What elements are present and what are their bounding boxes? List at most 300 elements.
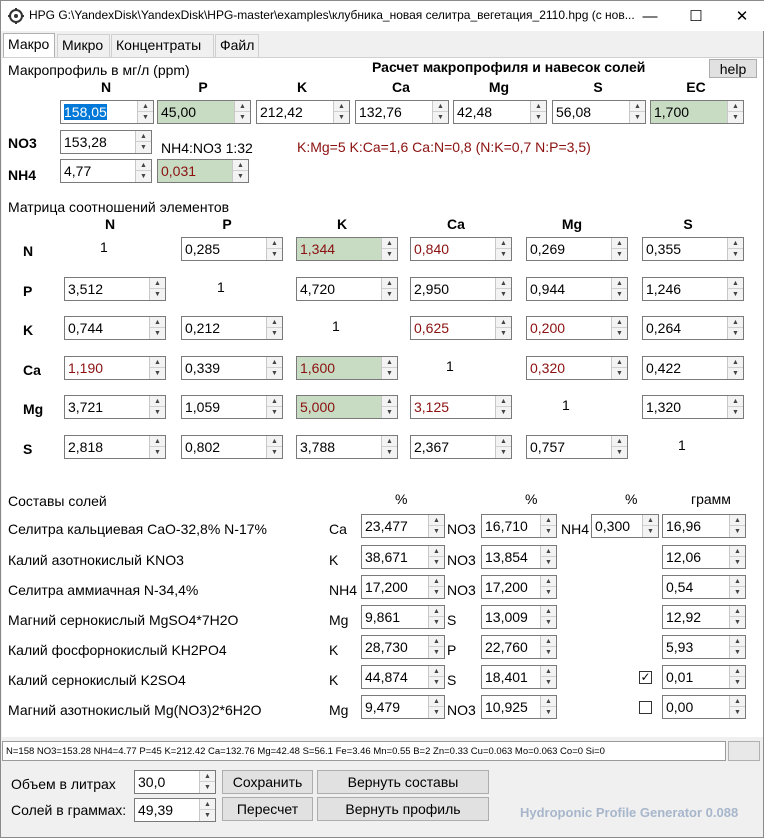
spin-up-icon[interactable]: ▲ [429, 636, 444, 647]
salt-element1-label: Mg [329, 702, 349, 718]
spin-down-icon[interactable]: ▼ [154, 330, 161, 337]
spin-down-icon[interactable]: ▼ [338, 114, 345, 121]
nh4-stepper[interactable]: ▲ ▼ [135, 160, 151, 182]
matrix-cell-s-mg-value: 0,757 [530, 439, 566, 455]
spin-up-icon[interactable]: ▲ [429, 546, 444, 557]
salt-element2-field-stepper[interactable] [540, 515, 556, 537]
window-title: HPG G:\YandexDisk\YandexDisk\HPG-master\examples\клубника_новая селитра_вегетация_2110.hpg (с нов... [29, 8, 635, 22]
macro-field-p[interactable] [157, 100, 251, 124]
matrix-cell-k-ca-stepper[interactable] [495, 317, 511, 339]
matrix-cell-ca-n-stepper[interactable] [149, 357, 165, 379]
matrix-cell-s-mg[interactable] [526, 435, 628, 459]
matrix-cell-p-mg[interactable] [526, 277, 628, 301]
spin-up-icon[interactable]: ▲ [730, 546, 745, 557]
matrix-cell-p-mg-stepper[interactable] [611, 278, 627, 300]
spin-up-icon[interactable]: ▲ [496, 396, 511, 407]
spin-down-icon[interactable]: ▼ [239, 114, 246, 121]
salt-element1-field[interactable] [361, 514, 445, 538]
matrix-cell-mg-n[interactable] [64, 395, 166, 419]
spin-down-icon[interactable]: ▼ [500, 251, 507, 258]
salt-grams-field-stepper[interactable] [729, 515, 745, 537]
spin-up-icon[interactable]: ▲ [433, 101, 448, 112]
spin-down-icon[interactable]: ▼ [616, 370, 623, 377]
macro-header-s: S [593, 79, 603, 95]
salt-element2-field[interactable] [481, 605, 557, 629]
salt-grams-field-value: 0,01 [666, 669, 694, 685]
macro-field-p-stepper[interactable] [234, 101, 250, 123]
spin-up-icon[interactable]: ▲ [334, 101, 349, 112]
salt-element1-label: NH4 [329, 582, 358, 598]
salt-element1-field[interactable] [361, 665, 445, 689]
salt-element1-label: K [329, 642, 339, 658]
spin-up-icon[interactable]: ▲ [382, 436, 397, 447]
tab-macro[interactable]: Макро [3, 33, 55, 58]
macro-field-n[interactable] [60, 100, 154, 124]
salt-element2-field-stepper[interactable] [540, 576, 556, 598]
spin-down-icon[interactable]: ▼ [634, 114, 641, 121]
matrix-cell-ca-n[interactable] [64, 356, 166, 380]
matrix-cell-mg-ca-stepper[interactable] [495, 396, 511, 418]
salt-element2-field-stepper[interactable] [540, 666, 556, 688]
spin-down-icon[interactable]: ▼ [433, 528, 440, 535]
spin-up-icon[interactable]: ▲ [496, 278, 511, 289]
salt-element2-field-stepper[interactable] [540, 606, 556, 628]
matrix-cell-p-n-stepper[interactable] [149, 278, 165, 300]
spin-up-icon[interactable]: ▲ [267, 317, 282, 328]
matrix-cell-n-ca[interactable] [410, 237, 512, 261]
salt-grams-field-stepper[interactable] [729, 546, 745, 568]
spin-down-icon[interactable]: ▼ [616, 330, 623, 337]
nh4-field[interactable]: 4,77 ▲ ▼ [60, 159, 152, 183]
spin-down-icon[interactable]: ▼ [433, 559, 440, 566]
nh4-ratio-stepper[interactable]: ▲ ▼ [232, 160, 248, 182]
matrix-cell-mg-s[interactable] [642, 395, 744, 419]
matrix-cell-s-p-stepper[interactable] [266, 436, 282, 458]
spin-down-icon[interactable]: ▼ [386, 409, 393, 416]
salt-element3-field-stepper[interactable] [642, 515, 658, 537]
salt-element1-field[interactable] [361, 635, 445, 659]
salt-element1-label: K [329, 552, 339, 568]
matrix-cell-s-k[interactable] [296, 435, 398, 459]
spin-up-icon[interactable]: ▲ [728, 278, 743, 289]
spin-down-icon[interactable]: ▼ [732, 251, 739, 258]
matrix-header-mg: Mg [561, 216, 583, 232]
matrix-cell-n-ca-value: 0,840 [414, 241, 450, 257]
salt-grams-field[interactable] [662, 635, 746, 659]
spin-up-icon[interactable]: ▲ [728, 101, 743, 112]
salt-element2-field[interactable] [481, 665, 557, 689]
spin-up-icon[interactable]: ▲ [382, 396, 397, 407]
macro-field-ca-stepper[interactable] [432, 101, 448, 123]
matrix-cell-ca-k[interactable] [296, 356, 398, 380]
spin-down-icon[interactable]: ▼ [545, 619, 552, 626]
salt-grams-field-stepper[interactable] [729, 636, 745, 658]
spin-up-icon[interactable]: ▲ [150, 278, 165, 289]
salt-element3-field-value: 0,300 [595, 518, 631, 534]
spin-up-icon[interactable]: ▲ [612, 436, 627, 447]
matrix-cell-s-k-stepper[interactable] [381, 436, 397, 458]
salt-grams-field[interactable] [662, 514, 746, 538]
app-icon [8, 8, 24, 24]
macro-field-n-stepper[interactable] [137, 101, 153, 123]
spin-up-icon[interactable]: ▲ [150, 396, 165, 407]
no3-field[interactable]: 153,28 ▲ ▼ [60, 130, 152, 154]
macro-field-ca[interactable] [355, 100, 449, 124]
spin-down-icon[interactable]: ▼ [271, 449, 278, 456]
spin-down-icon[interactable]: ▼ [433, 709, 440, 716]
spin-down-icon[interactable]: ▼ [433, 649, 440, 656]
spin-up-icon[interactable]: ▲ [728, 396, 743, 407]
spin-up-icon[interactable]: ▲ [730, 576, 745, 587]
matrix-cell-ca-p-stepper[interactable] [266, 357, 282, 379]
matrix-cell-s-ca[interactable] [410, 435, 512, 459]
spin-up-icon[interactable]: ▲ [382, 238, 397, 249]
spin-up-icon[interactable]: ▲ [150, 357, 165, 368]
salt-grams-field[interactable] [662, 545, 746, 569]
spin-up-icon[interactable]: ▲ [267, 238, 282, 249]
spin-down-icon[interactable]: ▼ [545, 528, 552, 535]
spin-down-icon[interactable]: ▼ [500, 409, 507, 416]
spin-down-icon[interactable]: ▼ [616, 291, 623, 298]
spin-down-icon[interactable]: ▼ [734, 679, 741, 686]
matrix-cell-n-k-stepper[interactable] [381, 238, 397, 260]
salt-element2-field[interactable] [481, 635, 557, 659]
help-button[interactable]: help [709, 59, 757, 78]
matrix-cell-mg-s-value: 1,320 [646, 399, 682, 415]
macro-header-p: P [198, 79, 208, 95]
spin-up-icon[interactable]: ▲ [541, 636, 556, 647]
spin-up-icon[interactable]: ▲ [612, 238, 627, 249]
spin-up-icon[interactable]: ▲ [541, 696, 556, 707]
salt-element1-field-stepper[interactable] [428, 606, 444, 628]
salt-element2-field-stepper[interactable] [540, 546, 556, 568]
salt-element3-field[interactable] [591, 514, 659, 538]
macro-field-k-stepper[interactable] [333, 101, 349, 123]
matrix-cell-s-n[interactable] [64, 435, 166, 459]
salt-element1-field[interactable] [361, 545, 445, 569]
spin-down-icon[interactable]: ▼ [734, 709, 741, 716]
matrix-cell-mg-s-stepper[interactable] [727, 396, 743, 418]
matrix-cell-n-p-value: 0,285 [185, 241, 221, 257]
matrix-cell-n-s[interactable] [642, 237, 744, 261]
spin-down-icon[interactable]: ▼ [500, 449, 507, 456]
salt-element1-field-value: 38,671 [365, 549, 408, 565]
matrix-cell-k-mg-stepper[interactable] [611, 317, 627, 339]
salt-grams-field[interactable] [662, 605, 746, 629]
spin-up-icon[interactable]: ▲ [728, 317, 743, 328]
spin-down-icon[interactable]: ▼ [545, 589, 552, 596]
spin-down-icon[interactable]: ▼ [545, 649, 552, 656]
spin-up-icon[interactable]: ▲ [138, 101, 153, 112]
salt-name: Селитра аммиачная N-34,4% [8, 582, 199, 598]
tab-file[interactable]: Файл [215, 34, 259, 57]
matrix-cell-mg-p[interactable] [181, 395, 283, 419]
macro-field-s-stepper[interactable] [629, 101, 645, 123]
macro-field-n-selection: 158,05 [64, 104, 107, 120]
spin-up-icon[interactable]: ▲ [267, 357, 282, 368]
restore-profile-button[interactable]: Вернуть профиль [317, 797, 489, 821]
spin-up-icon[interactable]: ▲ [531, 101, 546, 112]
tab-micro[interactable]: Микро [57, 34, 110, 57]
salt-name: Калий сернокислый K2SO4 [8, 672, 186, 688]
spin-down-icon[interactable]: ▼ [433, 679, 440, 686]
salt-grams-field-value: 0,00 [666, 699, 694, 715]
matrix-cell-k-ca-value: 0,625 [414, 320, 450, 336]
matrix-cell-p-mg-value: 0,944 [530, 281, 566, 297]
spin-down-icon[interactable]: ▼ [734, 649, 741, 656]
spin-down-icon[interactable]: ▼ [386, 251, 393, 258]
matrix-cell-k-p-stepper[interactable] [266, 317, 282, 339]
salt-grams-field-stepper[interactable] [729, 696, 745, 718]
spin-down-icon[interactable]: ▼ [732, 330, 739, 337]
spin-down-icon[interactable]: ▼ [433, 589, 440, 596]
matrix-cell-mg-k-stepper[interactable] [381, 396, 397, 418]
matrix-cell-k-n-value: 0,744 [68, 320, 104, 336]
spin-up-icon[interactable]: ▲ [429, 576, 444, 587]
salt-element1-field-stepper[interactable] [428, 636, 444, 658]
matrix-cell-ca-mg-stepper[interactable] [611, 357, 627, 379]
salts-grams-field[interactable]: 49,39 ▲ ▼ [134, 798, 216, 822]
matrix-cell-ca-p[interactable] [181, 356, 283, 380]
matrix-diagonal-ca: 1 [446, 358, 454, 374]
matrix-cell-p-s[interactable] [642, 277, 744, 301]
salt-element1-label: Ca [329, 521, 347, 537]
salt-element1-label: Mg [329, 612, 349, 628]
matrix-cell-k-n-stepper[interactable] [149, 317, 165, 339]
maximize-button[interactable]: ☐ [689, 8, 703, 25]
recalc-button[interactable]: Пересчет [222, 797, 313, 821]
macro-field-k-value: 212,42 [260, 104, 303, 120]
spin-up-icon[interactable]: ▲ [150, 317, 165, 328]
salt-element2-field[interactable] [481, 695, 557, 719]
spin-up-icon[interactable]: ▲ [429, 696, 444, 707]
salt-element1-field[interactable] [361, 575, 445, 599]
spin-up-icon[interactable]: ▲ [496, 436, 511, 447]
spin-down-icon[interactable]: ▼ [616, 251, 623, 258]
spin-down-icon[interactable]: ▼ [734, 589, 741, 596]
matrix-cell-p-s-stepper[interactable] [727, 278, 743, 300]
spin-down-icon[interactable]: ▼ [142, 114, 149, 121]
salt-grams-field[interactable] [662, 695, 746, 719]
spin-down-icon[interactable]: ▼ [535, 114, 542, 121]
spin-down-icon[interactable]: ▼ [732, 409, 739, 416]
spin-down-icon[interactable]: ▼ [386, 449, 393, 456]
spin-down-icon[interactable]: ▼ [616, 449, 623, 456]
spin-up-icon[interactable]: ▲ [496, 317, 511, 328]
salt-grams-field-stepper[interactable] [729, 606, 745, 628]
salts-header-grams: грамм [691, 491, 731, 507]
matrix-cell-ca-s-stepper[interactable] [727, 357, 743, 379]
salts-header-pct1: % [395, 491, 408, 507]
spin-up-icon[interactable]: ▲ [612, 278, 627, 289]
spin-down-icon[interactable]: ▼ [545, 679, 552, 686]
matrix-cell-n-mg[interactable] [526, 237, 628, 261]
spin-up-icon[interactable]: ▲ [728, 357, 743, 368]
spin-up-icon[interactable]: ▲ [728, 238, 743, 249]
spin-up-icon[interactable]: ▲ [267, 396, 282, 407]
spin-down-icon[interactable]: ▼ [271, 330, 278, 337]
macro-header-ec: EC [686, 79, 706, 95]
spin-up-icon[interactable]: ▲ [612, 317, 627, 328]
spin-down-icon[interactable]: ▼ [732, 114, 739, 121]
matrix-cell-k-p[interactable] [181, 316, 283, 340]
macro-field-s[interactable] [552, 100, 646, 124]
spin-up-icon[interactable]: ▲ [630, 101, 645, 112]
close-button[interactable]: ✕ [735, 8, 749, 25]
spin-down-icon[interactable]: ▼ [271, 409, 278, 416]
macro-header-n: N [100, 79, 112, 95]
spin-up-icon[interactable]: ▲ [612, 357, 627, 368]
spin-up-icon[interactable]: ▲ [429, 666, 444, 677]
spin-down-icon[interactable]: ▼ [271, 370, 278, 377]
spin-down-icon[interactable]: ▼ [734, 619, 741, 626]
macro-field-k[interactable] [256, 100, 350, 124]
matrix-cell-mg-n-stepper[interactable] [149, 396, 165, 418]
matrix-cell-ca-mg[interactable] [526, 356, 628, 380]
spin-up-icon[interactable]: ▲ [267, 436, 282, 447]
salt-grams-field[interactable] [662, 665, 746, 689]
spin-up-icon[interactable]: ▲ [730, 696, 745, 707]
matrix-cell-s-n-stepper[interactable] [149, 436, 165, 458]
salt-checkbox[interactable] [639, 701, 652, 714]
spin-down-icon[interactable]: ▼ [386, 370, 393, 377]
salt-element1-field-stepper[interactable] [428, 515, 444, 537]
spin-down-icon[interactable]: ▼ [386, 291, 393, 298]
matrix-cell-mg-p-stepper[interactable] [266, 396, 282, 418]
volume-field[interactable]: 30,0 ▲ ▼ [134, 770, 216, 794]
restore-compositions-button[interactable]: Вернуть составы [317, 770, 489, 794]
spin-up-icon[interactable]: ▲ [541, 606, 556, 617]
salt-grams-field[interactable] [662, 575, 746, 599]
salt-grams-field-stepper[interactable] [729, 666, 745, 688]
matrix-cell-s-mg-stepper[interactable] [611, 436, 627, 458]
spin-up-icon[interactable]: ▲ [382, 357, 397, 368]
matrix-cell-k-ca[interactable] [410, 316, 512, 340]
salt-checkbox[interactable]: ✓ [640, 670, 651, 684]
matrix-cell-p-k-value: 4,720 [300, 281, 336, 297]
spin-up-icon[interactable]: ▲ [541, 666, 556, 677]
spin-up-icon[interactable]: ▲ [730, 636, 745, 647]
matrix-diagonal-s: 1 [678, 437, 686, 453]
matrix-cell-mg-ca[interactable] [410, 395, 512, 419]
matrix-cell-p-ca[interactable] [410, 277, 512, 301]
nh4-ratio-field[interactable]: 0,031 ▲ ▼ [157, 159, 249, 183]
spin-up-icon[interactable]: ▲ [643, 515, 658, 526]
spin-down-icon[interactable]: ▼ [154, 291, 161, 298]
matrix-cell-s-p[interactable] [181, 435, 283, 459]
spin-up-icon[interactable]: ▲ [541, 576, 556, 587]
salt-grams-field-stepper[interactable] [729, 576, 745, 598]
salt-element2-field[interactable] [481, 575, 557, 599]
tab-concentrates[interactable]: Концентраты [111, 34, 214, 57]
matrix-cell-k-s[interactable] [642, 316, 744, 340]
macro-field-ec[interactable] [650, 100, 744, 124]
spin-down-icon[interactable]: ▼ [545, 559, 552, 566]
macro-field-mg-stepper[interactable] [530, 101, 546, 123]
salt-element1-field-value: 9,479 [365, 699, 401, 715]
salts-grams-stepper[interactable]: ▲ ▼ [199, 799, 215, 821]
spin-down-icon[interactable]: ▼ [647, 528, 654, 535]
matrix-cell-p-ca-stepper[interactable] [495, 278, 511, 300]
matrix-cell-n-s-stepper[interactable] [727, 238, 743, 260]
matrix-cell-n-ca-stepper[interactable] [495, 238, 511, 260]
spin-down-icon[interactable]: ▼ [732, 370, 739, 377]
matrix-cell-k-s-stepper[interactable] [727, 317, 743, 339]
spin-down-icon[interactable]: ▼ [433, 619, 440, 626]
macro-field-ec-stepper[interactable] [727, 101, 743, 123]
salt-element1-field-stepper[interactable] [428, 696, 444, 718]
spin-up-icon[interactable]: ▲ [541, 515, 556, 526]
salt-element2-field-stepper[interactable] [540, 696, 556, 718]
spin-up-icon[interactable]: ▲ [382, 278, 397, 289]
spin-down-icon[interactable]: ▼ [734, 528, 741, 535]
spin-up-icon[interactable]: ▲ [496, 238, 511, 249]
salt-element1-field-stepper[interactable] [428, 666, 444, 688]
spin-up-icon[interactable]: ▲ [730, 606, 745, 617]
macro-header-mg: Mg [488, 79, 510, 95]
spin-down-icon[interactable]: ▼ [154, 449, 161, 456]
spin-down-icon[interactable]: ▼ [545, 709, 552, 716]
spin-down-icon[interactable]: ▼ [154, 370, 161, 377]
salt-element1-field-stepper[interactable] [428, 576, 444, 598]
spin-up-icon[interactable]: ▲ [730, 515, 745, 526]
brand-label: Hydroponic Profile Generator 0.088 [520, 805, 739, 820]
matrix-cell-ca-k-stepper[interactable] [381, 357, 397, 379]
matrix-cell-p-k-stepper[interactable] [381, 278, 397, 300]
spin-up-icon[interactable]: ▲ [235, 101, 250, 112]
matrix-cell-n-k[interactable] [296, 237, 398, 261]
matrix-cell-mg-k[interactable] [296, 395, 398, 419]
matrix-cell-k-mg[interactable] [526, 316, 628, 340]
salt-element2-field[interactable] [481, 514, 557, 538]
spin-up-icon[interactable]: ▲ [541, 546, 556, 557]
macro-field-mg-value: 42,48 [457, 104, 493, 120]
salt-element1-field[interactable] [361, 605, 445, 629]
spin-down-icon[interactable]: ▼ [271, 251, 278, 258]
spin-up-icon[interactable]: ▲ [150, 436, 165, 447]
salt-element2-field[interactable] [481, 545, 557, 569]
spin-down-icon[interactable]: ▼ [437, 114, 444, 121]
matrix-cell-ca-s[interactable] [642, 356, 744, 380]
spin-down-icon[interactable]: ▼ [500, 291, 507, 298]
save-button[interactable]: Сохранить [222, 770, 313, 794]
spin-down-icon[interactable]: ▼ [732, 291, 739, 298]
no3-stepper[interactable]: ▲ ▼ [135, 131, 151, 153]
salt-element1-field-stepper[interactable] [428, 546, 444, 568]
salt-element1-label: K [329, 672, 339, 688]
matrix-cell-p-k[interactable] [296, 277, 398, 301]
spin-down-icon[interactable]: ▼ [154, 409, 161, 416]
salt-element1-field[interactable] [361, 695, 445, 719]
matrix-cell-n-mg-stepper[interactable] [611, 238, 627, 260]
volume-stepper[interactable]: ▲ ▼ [199, 771, 215, 793]
matrix-cell-k-p-value: 0,212 [185, 320, 221, 336]
matrix-cell-n-p-stepper[interactable] [266, 238, 282, 260]
matrix-cell-k-n[interactable] [64, 316, 166, 340]
spin-up-icon[interactable]: ▲ [730, 666, 745, 677]
element-ratios-text: K:Mg=5 K:Ca=1,6 Ca:N=0,8 (N:K=0,7 N:P=3,5) [297, 139, 591, 155]
salt-element2-field-stepper[interactable] [540, 636, 556, 658]
matrix-cell-n-p[interactable] [181, 237, 283, 261]
spin-down-icon[interactable]: ▼ [500, 330, 507, 337]
spin-up-icon[interactable]: ▲ [429, 606, 444, 617]
spin-up-icon[interactable]: ▲ [429, 515, 444, 526]
matrix-cell-p-n[interactable] [64, 277, 166, 301]
macro-field-mg[interactable] [453, 100, 547, 124]
matrix-cell-s-ca-stepper[interactable] [495, 436, 511, 458]
spin-down-icon[interactable]: ▼ [734, 559, 741, 566]
minimize-button[interactable]: — [642, 7, 658, 25]
